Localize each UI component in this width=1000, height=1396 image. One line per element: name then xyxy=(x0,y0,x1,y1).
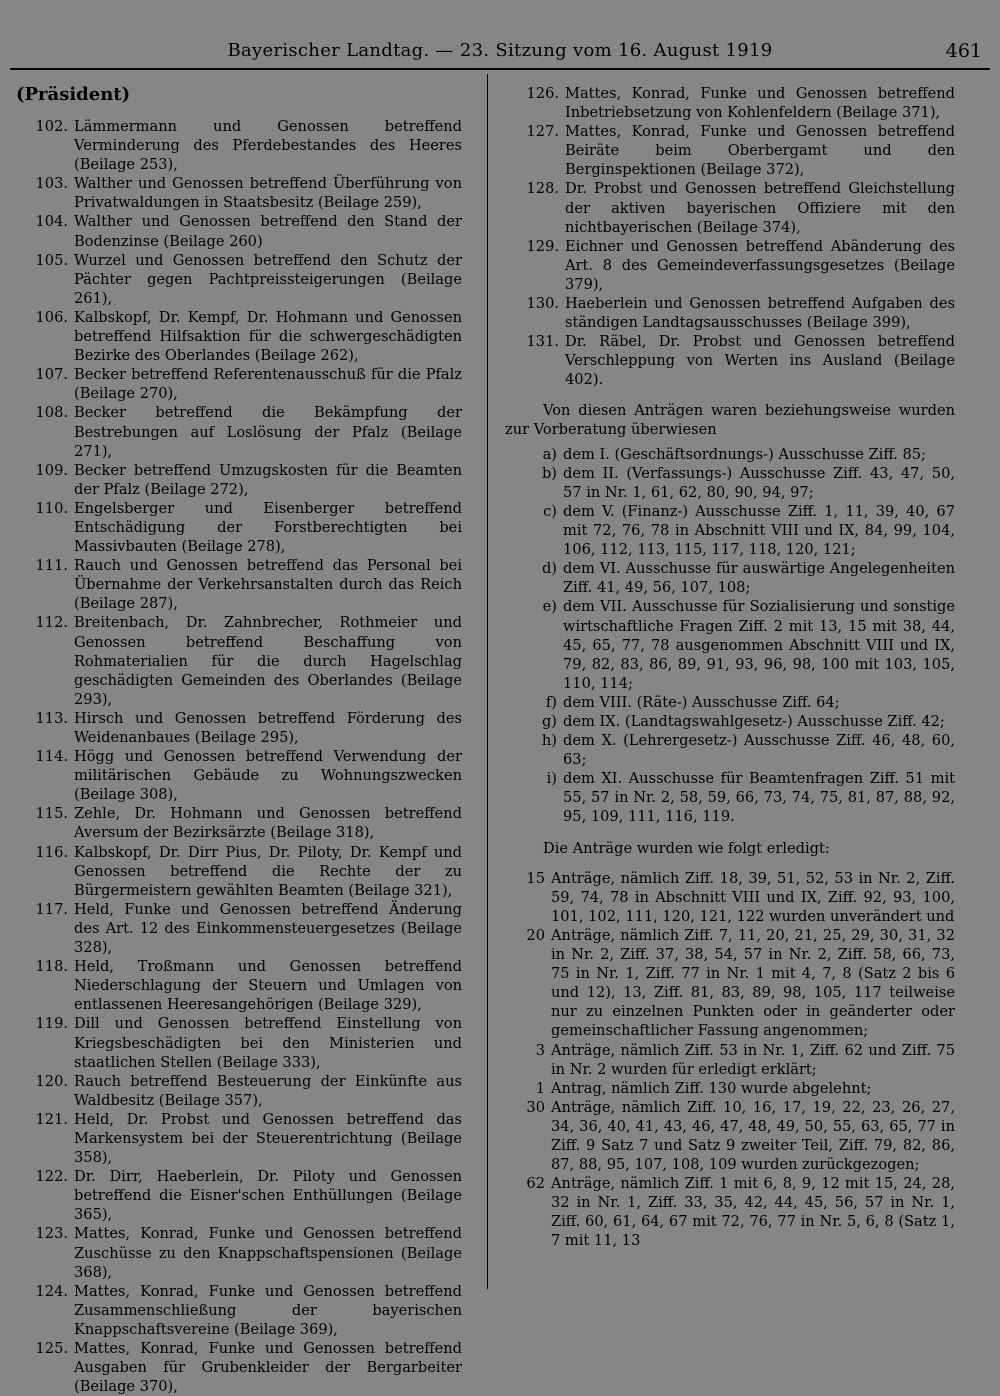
result-item-text: Anträge, nämlich Ziff. 7, 11, 20, 21, 25, 29, 30, 31, 32 in Nr. 2, Ziff. 37, 38, 54, 57 in Nr. 2, Ziff. 58, 66, 73, 75 in Nr. 1, Ziff. 77 in Nr. 1 mit 4, 7, 8 (Satz 2 bis 6 und 12), 13, Ziff. 81, 83, 89, 98, 105, 117 teilweise nur zu einzelnen Punkten oder in geänderter oder gemeinschaftlicher Fassung angenommen; xyxy=(551,926,955,1040)
motion-item xyxy=(12,1110,462,1167)
result-item-text: Anträge, nämlich Ziff. 1 mit 6, 8, 9, 12 mit 15, 24, 28, 32 in Nr. 1, Ziff. 33, 35, 42, 44, 45, 56, 57 in Nr. 1, Ziff. 60, 61, 64, 67 mit 72, 76, 77 in Nr. 5, 6, 8 (Satz 1, 7 mit 11, 13 xyxy=(551,1175,955,1250)
result-count: 3 xyxy=(535,1041,545,1059)
motion-item-text: Mattes, Konrad, Funke und Genossen betreffend Inbetriebsetzung von Kohlenfeldern (Beilage 371), xyxy=(565,85,955,122)
assignment-letter: i) xyxy=(546,770,557,788)
motion-item xyxy=(12,900,462,957)
motion-item xyxy=(12,461,462,499)
result-item xyxy=(505,1079,955,1098)
result-item xyxy=(505,1098,955,1174)
motion-item xyxy=(12,174,462,212)
motion-item-text: Kalbskopf, Dr. Dirr Pius, Dr. Piloty, Dr. Kempf und Genossen betreffend die Rechte der zu Bürgermeistern gewählten Beamten (Beilage 321), xyxy=(74,843,462,899)
motion-number: 104. xyxy=(35,213,68,231)
motion-item xyxy=(12,308,462,365)
assignment-letter: a) xyxy=(542,445,557,463)
motion-number: 114. xyxy=(35,748,68,766)
assignment-item xyxy=(505,559,955,597)
motion-item xyxy=(12,499,462,556)
motion-item-text: Becker betreffend Umzugskosten für die Beamten der Pfalz (Beilage 272), xyxy=(74,461,462,498)
motion-list-left xyxy=(12,117,462,1396)
motion-item xyxy=(12,1282,462,1339)
motion-number: 113. xyxy=(35,709,68,727)
motion-item xyxy=(505,294,955,332)
result-count: 20 xyxy=(526,926,545,944)
motion-item-text: Mattes, Konrad, Funke und Genossen betreffend Ausgaben für Grubenkleider der Bergarbeiter (Beilage 370), xyxy=(74,1340,462,1396)
column-divider xyxy=(487,74,488,1289)
motion-item-text: Hirsch und Genossen betreffend Förderung des Weidenanbaues (Beilage 295), xyxy=(74,709,462,746)
assignment-letter: c) xyxy=(543,502,557,520)
motion-number: 115. xyxy=(35,805,68,823)
assignment-letter: d) xyxy=(541,560,557,578)
motion-item xyxy=(12,709,462,747)
results-intro: Die Anträge wurden wie folgt erledigt: xyxy=(543,839,830,857)
motion-item-text: Lämmermann und Genossen betreffend Verminderung des Pferdebestandes des Heeres (Beilage 253), xyxy=(74,118,462,174)
motion-number: 124. xyxy=(35,1282,68,1300)
header-rule xyxy=(10,68,990,70)
motion-number: 106. xyxy=(35,308,68,326)
motion-number: 128. xyxy=(526,180,559,198)
motion-item xyxy=(12,1339,462,1396)
motion-item xyxy=(12,1167,462,1224)
running-title: Bayerischer Landtag. — 23. Sitzung vom 16. August 1919 xyxy=(227,40,773,61)
page-number: 461 xyxy=(945,40,982,62)
motion-list-right xyxy=(505,84,955,390)
committee-assignment-list xyxy=(505,445,955,827)
motion-item xyxy=(12,251,462,308)
motion-item-text: Engelsberger und Eisenberger betreffend Entschädigung der Forstberechtigten bei Massivbauten (Beilage 278), xyxy=(74,499,462,556)
motion-number: 121. xyxy=(35,1110,68,1128)
motion-number: 126. xyxy=(526,85,559,102)
motion-item xyxy=(12,1224,462,1281)
assignment-item-text: dem X. (Lehrergesetz-) Ausschusse Ziff. 46, 48, 60, 63; xyxy=(563,732,955,769)
result-item-text: Antrag, nämlich Ziff. 130 wurde abgelehnt; xyxy=(551,1079,872,1097)
assignment-letter: b) xyxy=(541,464,557,482)
motion-item-text: Wurzel und Genossen betreffend den Schutz der Pächter gegen Pachtpreissteigerungen (Beilage 261), xyxy=(74,251,462,307)
motion-item xyxy=(12,212,462,250)
assignment-item-text: dem IX. (Landtagswahlgesetz-) Ausschusse Ziff. 42; xyxy=(563,713,945,730)
motion-number: 116. xyxy=(35,843,68,861)
left-column xyxy=(12,85,462,1396)
motion-number: 107. xyxy=(35,366,68,384)
motion-number: 102. xyxy=(35,118,68,135)
assignment-item-text: dem V. (Finanz-) Ausschusse Ziff. 1, 11, 39, 40, 67 mit 72, 76, 78 in Abschnitt VIII und IX, 84, 99, 104, 106, 112, 113, 115, 117, 118, 120, 121; xyxy=(563,502,955,559)
motion-item-text: Rauch und Genossen betreffend das Personal bei Übernahme der Verkehrsanstalten durch das Reich (Beilage 287), xyxy=(74,557,462,613)
motion-item-text: Walther und Genossen betreffend den Stand der Bodenzinse (Beilage 260) xyxy=(74,213,462,250)
motion-item-text: Mattes, Konrad, Funke und Genossen betreffend Zuschüsse zu den Knappschaftspensionen (Beilage 368), xyxy=(74,1225,462,1281)
motion-item xyxy=(12,365,462,403)
result-item xyxy=(505,869,955,926)
result-item-text: Anträge, nämlich Ziff. 53 in Nr. 1, Ziff. 62 und Ziff. 75 in Nr. 2 wurden für erledigt erklärt; xyxy=(551,1041,955,1078)
motion-number: 131. xyxy=(526,333,559,351)
motion-number: 110. xyxy=(35,499,68,517)
motion-item xyxy=(12,804,462,842)
assignment-item-text: dem II. (Verfassungs-) Ausschusse Ziff. 43, 47, 50, 57 in Nr. 1, 61, 62, 80, 90, 94, 97; xyxy=(563,464,955,501)
motion-number: 105. xyxy=(35,251,68,269)
assignment-item-text: dem VIII. (Räte-) Ausschusse Ziff. 64; xyxy=(563,693,840,711)
motion-number: 119. xyxy=(35,1015,68,1033)
right-column xyxy=(505,84,955,1251)
motion-number: 123. xyxy=(35,1225,68,1243)
motion-number: 108. xyxy=(35,404,68,422)
assignment-item-text: dem VII. Ausschusse für Sozialisierung und sonstige wirtschaftliche Fragen Ziff. 2 mit 13, 15 mit 38, 44, 45, 65, 77, 78 ausgenommen Abschnitt VIII und IX, 79, 82, 83, 86, 89, 91, 93, 96, 98, 100 mit 103, 105, 110, 114; xyxy=(563,598,955,692)
assignment-letter: h) xyxy=(541,732,557,750)
motion-item-text: Becker betreffend die Bekämpfung der Bestrebungen auf Loslösung der Pfalz (Beilage 271), xyxy=(74,404,462,460)
motion-item-text: Breitenbach, Dr. Zahnbrecher, Rothmeier und Genossen betreffend Beschaffung von Rohmaterialien für die durch Hagelschlag geschädigten Gemeinden des Oberlandes (Beilage 293), xyxy=(74,614,462,708)
assignment-item xyxy=(505,712,955,731)
motion-number: 120. xyxy=(35,1072,68,1090)
result-item-text: Anträge, nämlich Ziff. 18, 39, 51, 52, 53 in Nr. 2, Ziff. 59, 74, 78 in Abschnitt VIII und IX, Ziff. 92, 93, 100, 101, 102, 111, 120, 121, 122 wurden unverändert und xyxy=(551,869,955,925)
motion-item-text: Dr. Dirr, Haeberlein, Dr. Piloty und Genossen betreffend die Eisner'schen Enthüllungen (Beilage 365), xyxy=(74,1168,462,1224)
motion-item-text: Kalbskopf, Dr. Kempf, Dr. Hohmann und Genossen betreffend Hilfsaktion für die schwergeschädigten Bezirke des Oberlandes (Beilage 262), xyxy=(74,308,462,365)
assignment-letter: e) xyxy=(542,598,557,616)
assignment-item xyxy=(505,445,955,464)
motion-item-text: Dill und Genossen betreffend Einstellung von Kriegsbeschädigten bei den Ministerien und staatlichen Stellen (Beilage 333), xyxy=(74,1015,462,1071)
motion-item-text: Held, Funke und Genossen betreffend Änderung des Art. 12 des Einkommensteuergesetzes (Beilage 328), xyxy=(74,900,462,957)
motion-number: 127. xyxy=(526,123,559,141)
assignment-item xyxy=(505,769,955,826)
motion-number: 109. xyxy=(35,461,68,479)
motion-item xyxy=(505,332,955,389)
motion-item-text: Högg und Genossen betreffend Verwendung der militärischen Gebäude zu Wohnungszwecken (Beilage 308), xyxy=(74,748,462,804)
speaker-label: (Präsident) xyxy=(16,84,131,105)
motion-item xyxy=(12,843,462,900)
motion-item-text: Zehle, Dr. Hohmann und Genossen betreffend Aversum der Bezirksärzte (Beilage 318), xyxy=(74,805,462,842)
assignment-item-text: dem I. (Geschäftsordnungs-) Ausschusse Ziff. 85; xyxy=(563,445,926,463)
motion-number: 130. xyxy=(526,295,559,313)
motion-number: 111. xyxy=(35,557,68,575)
motion-item xyxy=(12,747,462,804)
assignment-item xyxy=(505,502,955,559)
motion-item xyxy=(12,556,462,613)
result-item xyxy=(505,1174,955,1250)
assignment-item xyxy=(505,731,955,769)
motion-item xyxy=(12,403,462,460)
motion-number: 118. xyxy=(35,958,68,976)
motion-item-text: Rauch betreffend Besteuerung der Einkünfte aus Waldbesitz (Beilage 357), xyxy=(74,1072,462,1109)
motion-item xyxy=(12,613,462,708)
assignment-item xyxy=(505,597,955,692)
motion-item xyxy=(505,237,955,294)
motion-item xyxy=(505,122,955,179)
assignment-intro: Von diesen Anträgen waren beziehungsweise wurden zur Vorberatung überwiesen xyxy=(505,401,955,438)
result-item-text: Anträge, nämlich Ziff. 10, 16, 17, 19, 22, 23, 26, 27, 34, 36, 40, 41, 43, 46, 47, 48, 49, 50, 55, 63, 65, 77 in Ziff. 9 Satz 7 und Satz 9 zweiter Teil, Ziff. 79, 82, 86, 87, 88, 95, 107, 108, 109 wurden zurückgezogen; xyxy=(551,1098,955,1174)
motion-item-text: Walther und Genossen betreffend Überführung von Privatwaldungen in Staatsbesitz (Beilage 259), xyxy=(74,175,462,212)
motion-item-text: Becker betreffend Referentenausschuß für die Pfalz (Beilage 270), xyxy=(74,366,462,403)
running-header xyxy=(10,40,990,64)
assignment-item xyxy=(505,693,955,712)
motion-item xyxy=(505,84,955,122)
motion-item-text: Held, Troßmann und Genossen betreffend Niederschlagung der Steuern und Umlagen von entlassenen Heeresangehörigen (Beilage 329), xyxy=(74,958,462,1014)
results-list xyxy=(505,869,955,1251)
assignment-letter: g) xyxy=(541,713,557,730)
result-count: 1 xyxy=(535,1079,545,1097)
motion-number: 125. xyxy=(35,1340,68,1357)
motion-number: 112. xyxy=(35,614,68,632)
result-count: 62 xyxy=(526,1175,545,1193)
motion-number: 117. xyxy=(35,900,68,918)
motion-item xyxy=(12,117,462,174)
motion-number: 129. xyxy=(526,237,559,255)
assignment-item-text: dem VI. Ausschusse für auswärtige Angelegenheiten Ziff. 41, 49, 56, 107, 108; xyxy=(563,560,955,597)
motion-item xyxy=(505,179,955,236)
motion-item xyxy=(12,1014,462,1071)
motion-item-text: Held, Dr. Probst und Genossen betreffend das Markensystem bei der Steuerentrichtung (Beilage 358), xyxy=(74,1110,462,1167)
result-count: 30 xyxy=(526,1098,545,1116)
motion-item-text: Dr. Probst und Genossen betreffend Gleichstellung der aktiven bayerischen Offiziere mit den nichtbayerischen (Beilage 374), xyxy=(565,180,955,236)
motion-item-text: Mattes, Konrad, Funke und Genossen betreffend Beiräte beim Oberbergamt und den Berginspektionen (Beilage 372), xyxy=(565,123,955,179)
assignment-letter: f) xyxy=(545,693,557,711)
motion-item xyxy=(12,957,462,1014)
motion-number: 122. xyxy=(35,1168,68,1186)
motion-item xyxy=(12,1072,462,1110)
motion-item-text: Haeberlein und Genossen betreffend Aufgaben des ständigen Landtagsausschusses (Beilage 399), xyxy=(565,295,955,332)
motion-item-text: Mattes, Konrad, Funke und Genossen betreffend Zusammenschließung der bayerischen Knappschaftsvereine (Beilage 369), xyxy=(74,1282,462,1338)
result-item xyxy=(505,1041,955,1079)
assignment-item xyxy=(505,464,955,502)
motion-item-text: Dr. Räbel, Dr. Probst und Genossen betreffend Verschleppung von Werten ins Ausland (Beilage 402). xyxy=(565,333,955,389)
motion-number: 103. xyxy=(35,175,68,193)
assignment-item-text: dem XI. Ausschusse für Beamtenfragen Ziff. 51 mit 55, 57 in Nr. 2, 58, 59, 66, 73, 74, 75, 81, 87, 88, 92, 95, 109, 111, 116, 119. xyxy=(563,770,955,826)
result-item xyxy=(505,926,955,1041)
motion-item-text: Eichner und Genossen betreffend Abänderung des Art. 8 des Gemeindeverfassungsgesetzes (Beilage 379), xyxy=(565,237,955,293)
result-count: 15 xyxy=(526,869,545,887)
